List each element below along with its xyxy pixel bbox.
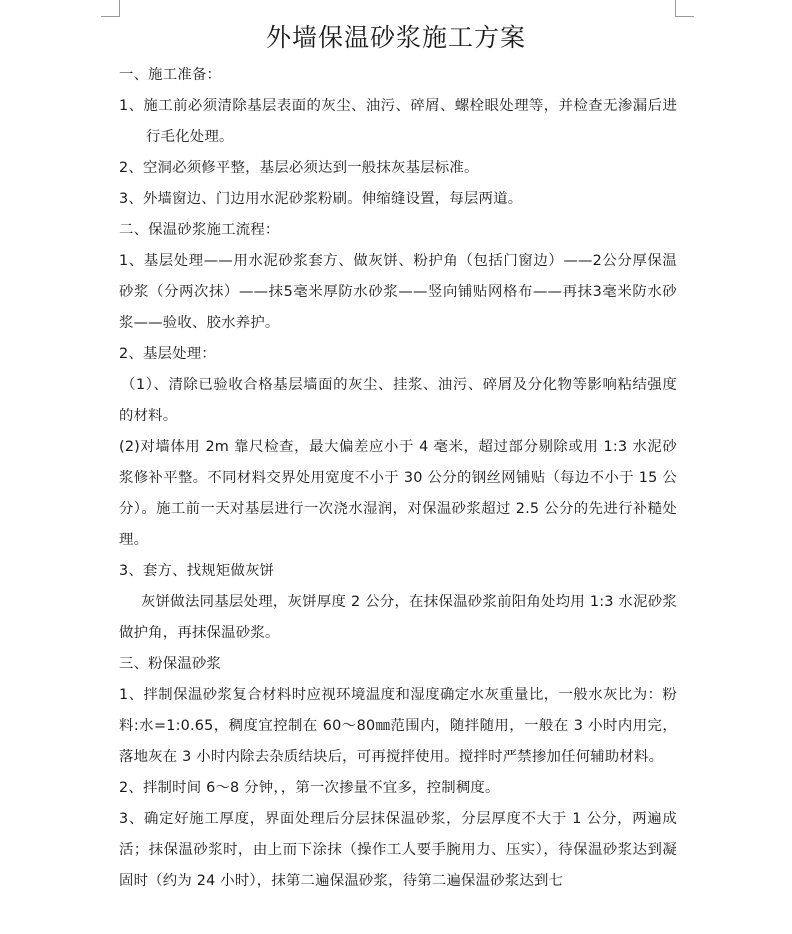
document-title: 外墙保温砂浆施工方案 [265, 23, 526, 52]
paragraph-base-treatment: 2、基层处理： [119, 346, 216, 362]
section-heading-process: 二、保温砂浆施工流程： [119, 222, 280, 238]
paragraph-plaster-2: 2、拌制时间 6～8 分钟，，第一次掺量不宜多，控制稠度。 [119, 780, 500, 796]
paragraph-squaring-body: 灰饼做法同基层处理，灰饼厚度 2 公分，在抹保温砂浆前阳角处均用 1:3 水泥砂浆做护角，再抹保温砂浆。 [119, 594, 677, 641]
paragraph-prep-3: 3、外墙窗边、门边用水泥砂浆粉刷。伸缩缝设置，每层两道。 [119, 191, 523, 207]
paragraph-squaring-heading: 3、套方、找规矩做灰饼 [119, 563, 275, 579]
paragraph-prep-1: 1、施工前必须清除基层表面的灰尘、油污、碎屑、螺栓眼处理等，并检查无渗漏后进行毛化处理。 [119, 98, 677, 145]
crop-mark-top-left [101, 0, 120, 17]
paragraph-plaster-1: 1、拌制保温砂浆复合材料时应视环境温度和湿度确定水灰重量比，一般水灰比为：粉料:水=1:0.65，稠度宜控制在 60～80㎜范围内，随拌随用，一般在 3 小时内用完，落地灰在 3 小时内除去杂质结块后，可再搅拌使用。搅拌时严禁掺加任何辅助材料。 [119, 687, 677, 765]
section-heading-plastering: 三、粉保温砂浆 [119, 656, 222, 672]
paragraph-prep-2: 2、空洞必须修平整，基层必须达到一般抹灰基层标准。 [119, 160, 479, 176]
paragraph-base-1: （1）、清除已验收合格基层墙面的灰尘、挂浆、油污、碎屑及分化物等影响粘结强度的材料。 [119, 377, 677, 424]
paragraph-plaster-3: 3、确定好施工厚度，界面处理后分层抹保温砂浆，分层厚度不大于 1 公分，两遍成活；抹保温砂浆时，由上而下涂抹（操作工人要手腕用力、压实），待保温砂浆达到凝固时（约为 24 小时），抹第二遍保温砂浆，待第二遍保温砂浆达到七 [119, 811, 677, 889]
paragraph-base-2: (2)对墙体用 2m 靠尺检查，最大偏差应小于 4 毫米，超过部分剔除或用 1:3 水泥砂浆修补平整。不同材料交界处用宽度不小于 30 公分的钢丝网铺贴（每边不小于 15 公分）。施工前一天对基层进行一次浇水湿润，对保温砂浆超过 2.5 公分的先进行补糙处理。 [119, 439, 677, 548]
crop-mark-top-right [675, 0, 694, 17]
paragraph-process-1: 1、基层处理——用水泥砂浆套方、做灰饼、粉护角（包括门窗边）——2公分厚保温砂浆（分两次抹）——抹5毫米厚防水砂浆——竖向铺贴网格布——再抹3毫米防水砂浆——验收、胶水养护。 [119, 253, 677, 331]
document-body [119, 60, 677, 897]
section-heading-preparation: 一、施工准备： [119, 67, 222, 83]
